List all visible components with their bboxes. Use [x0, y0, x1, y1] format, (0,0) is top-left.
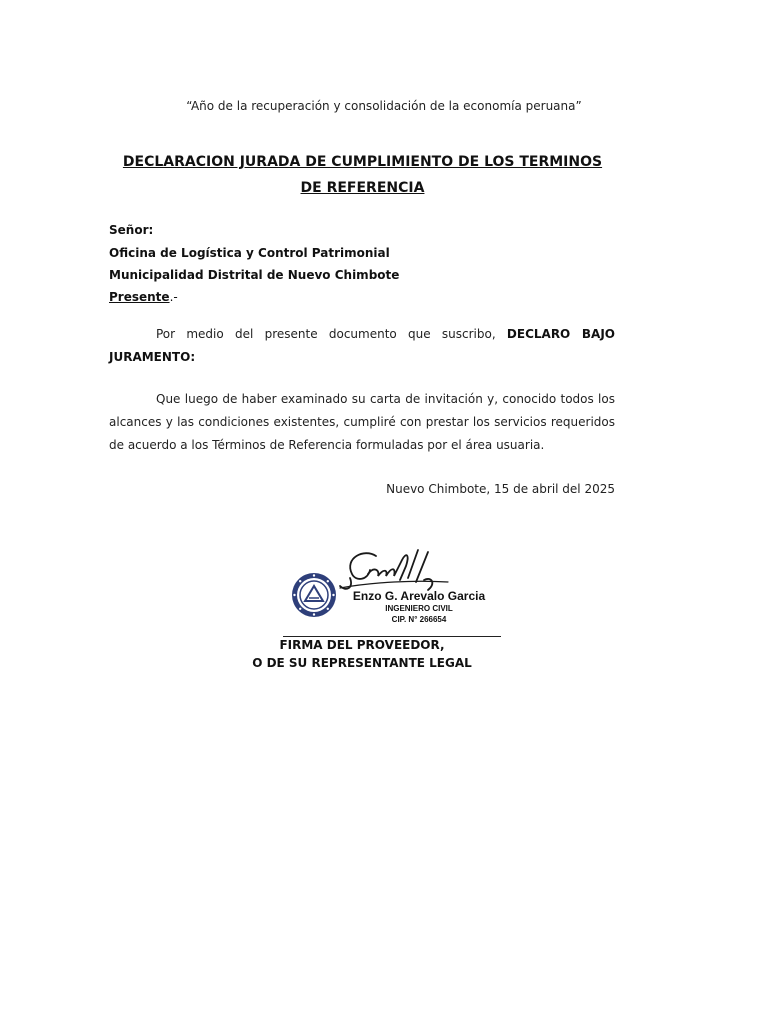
title-line-2: DE REFERENCIA: [300, 180, 425, 196]
stamp-cip: CIP. N° 266654: [391, 615, 447, 624]
signature-caption: [222, 636, 502, 672]
stamp-title: INGENIERO CIVIL: [385, 604, 453, 613]
stamp-text: [334, 589, 504, 625]
signature-stamp: [284, 536, 504, 636]
stamp-name: Enzo G. Arevalo Garcia: [352, 589, 486, 603]
year-motto: “Año de la recuperación y consolidación de la economía peruana”: [186, 99, 582, 113]
signature-caption-line-2: O DE SU REPRESENTANTE LEGAL: [252, 656, 472, 670]
presente-line: [109, 290, 178, 304]
commitment-paragraph: [109, 388, 615, 457]
recipient-entity: Municipalidad Distrital de Nuevo Chimbote: [109, 268, 400, 282]
title-line-1: DECLARACION JURADA DE CUMPLIMIENTO DE LOS TERMINOS: [122, 154, 603, 170]
presente-word: Presente: [109, 290, 170, 304]
salutation: Señor:: [109, 223, 154, 237]
declaration-text: Por medio del presente documento que suscribo,: [156, 327, 507, 341]
place-date: Nuevo Chimbote, 15 de abril del 2025: [386, 482, 615, 496]
signature-caption-line-1: FIRMA DEL PROVEEDOR,: [279, 638, 445, 652]
commitment-text: Que luego de haber examinado su carta de invitación y, conocido todos los alcances y las condiciones existentes, cumpliré con prestar los servicios requeridos de acuerdo a los Términos de Referencia formuladas por el área usuaria.: [109, 392, 615, 452]
presente-suffix: .-: [169, 290, 178, 304]
declaration-colon: :: [190, 350, 196, 364]
declaration-bold: DECLARO BAJO JURAMENTO: [109, 327, 615, 364]
document-title: [100, 149, 625, 201]
recipient-office: Oficina de Logística y Control Patrimonial: [109, 246, 390, 260]
declaration-paragraph: [109, 323, 615, 369]
